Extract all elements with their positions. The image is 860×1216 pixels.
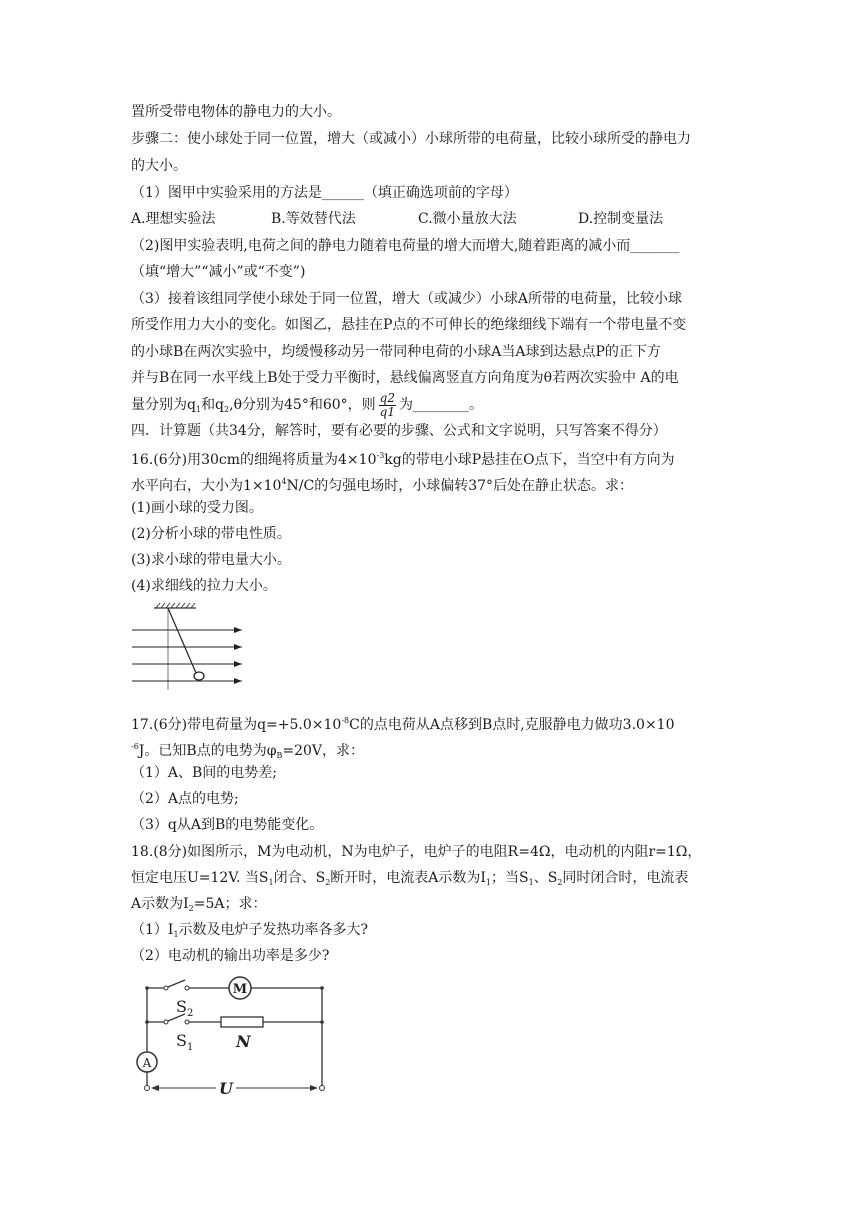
switch-s2-label: $S_2$ <box>176 997 194 1019</box>
question-18: 18.(8分)如图所示，M为电动机，N为电炉子，电炉子的电阻R=4Ω，电动机的内阻r=1Ω， <box>131 844 702 860</box>
text-line: 恒定电压U=12V. 当$S_1$闭合、$S_2$断开时，电流表A示数为$I_1$；当$S_1$、$S_2$同时闭合时，电流表 <box>131 870 689 887</box>
question-17: 17.(6分)带电荷量为$q=+5.0\times 10^{-8}C$的点电荷从A点移到B点时,克服静电力做功3.0×10 <box>131 716 675 733</box>
sub-question: (3)求小球的带电量大小。 <box>131 552 291 568</box>
option-b: B.等效替代法 <box>271 211 356 227</box>
text-line: 水平向右，大小为$1\times 10^4N/C$的匀强电场时，小球偏转37°后处在静止状态。求： <box>131 477 634 494</box>
switch-s1-label: $S_1$ <box>176 1031 194 1053</box>
text-line: $^{-6}$J。已知B点的电势为$\varphi_B=20V$，求： <box>131 742 365 760</box>
question-16: 16.(6分)用30cm的细绳将质量为$4\times 10^{-3}kg$的带电小球P悬挂在O点下，当空中有方向为 <box>131 451 675 468</box>
fraction-line: 量分别为$q_1$和$q_2,\theta$分别为45°和60°，则 $\frac{q2}{q1}$ 为________。 <box>131 390 483 419</box>
charged-ball <box>194 672 204 680</box>
sub-question: （1）A、B间的电势差; <box>131 765 278 781</box>
heater-label: N <box>236 1032 251 1051</box>
option-c: C.微小量放大法 <box>418 211 517 227</box>
sub-question: （3）q从A到B的电势能变化。 <box>131 817 324 833</box>
option-d: D.控制变量法 <box>578 211 664 227</box>
section-heading: 四．计算题（共34分，解答时，要有必要的步骤、公式和文字说明，只写答案不得分） <box>131 423 667 439</box>
text-line: （填“增大”“减小”或“不变”) <box>131 264 306 280</box>
sub-question: (2)分析小球的带电性质。 <box>131 526 291 542</box>
text-line: 并与B在同一水平线上B处于受力平衡时，悬线偏离竖直方向角度为θ若两次实验中 A的电 <box>131 370 679 386</box>
text-line: A示数为$I_2=5A$；求： <box>131 896 267 913</box>
text-line: 的大小。 <box>131 158 187 174</box>
options-row <box>131 209 731 229</box>
sub-question: $(1)I_1$示数及电炉子发热功率各多大? <box>131 922 369 939</box>
text-line: 所受作用力大小的变化。如图乙，悬挂在P点的不可伸长的绝缘细线下端有一个带电量不变 <box>131 317 687 333</box>
ammeter-label: A <box>142 1056 152 1070</box>
circuit-figure <box>132 970 332 1102</box>
text-line: 置所受带电物体的静电力的大小。 <box>131 104 341 120</box>
ratio-fraction: $\frac{q2}{q1}$ <box>379 390 395 419</box>
voltage-label: U <box>219 1079 233 1098</box>
question-2-line: （2)图甲实验表明,电荷之间的静电力随着电荷量的增大而增大,随着距离的减小而_______ <box>131 238 680 254</box>
motor-label: M <box>232 982 248 997</box>
option-a: A.理想实验法 <box>131 211 216 227</box>
sub-question: （2）电动机的输出功率是多少? <box>131 948 330 964</box>
sub-question: (4)求细线的拉力大小。 <box>131 578 277 594</box>
sub-question: (1)画小球的受力图。 <box>131 500 263 516</box>
question-3-line: （3）接着该组同学使小球处于同一位置，增大（或减少）小球A所带的电荷量，比较小球 <box>131 291 683 307</box>
question-1-line: （1）图甲中实验采用的方法是______（填正确选项前的字母） <box>131 185 518 201</box>
sub-question: （2）A点的电势; <box>131 791 239 807</box>
pendulum-field-figure <box>128 602 250 702</box>
text-line: 步骤二：使小球处于同一位置，增大（或减小）小球所带的电荷量，比较小球所受的静电力 <box>131 131 691 147</box>
text-line: 的小球B在两次实验中，均缓慢移动另一带同种电荷的小球A当A球到达悬点P的正下方 <box>131 344 661 360</box>
